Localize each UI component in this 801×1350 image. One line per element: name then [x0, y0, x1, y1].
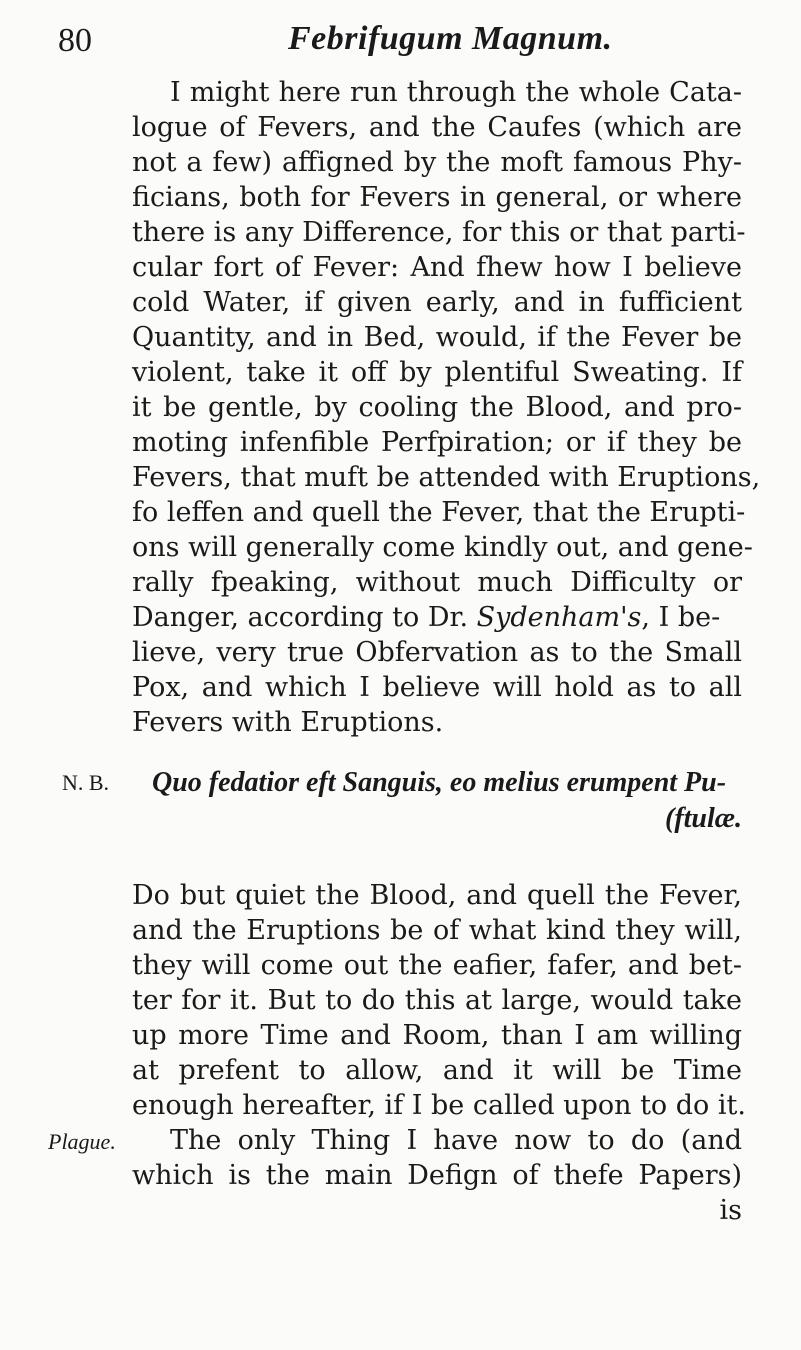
text-line: violent, take it off by plentiful Sweating. If: [132, 357, 742, 388]
text-line: cold Water, if given early, and in fufficient: [132, 287, 742, 318]
text-line: ons will generally come kindly out, and gene-: [132, 532, 753, 563]
text-line: lieve, very true Obfervation as to the Small: [132, 637, 742, 668]
catchword: is: [719, 1195, 742, 1226]
text-line: moting infenfible Perfpiration; or if they be: [132, 427, 742, 458]
latin-motto-continuation: (ftulæ.: [665, 803, 742, 834]
page-number: 80: [58, 22, 92, 59]
text-line: rally fpeaking, without much Difficulty or: [132, 567, 742, 598]
text-line: logue of Fevers, and the Caufes (which are: [132, 112, 742, 143]
running-head: Febrifugum Magnum.: [288, 20, 613, 57]
text-line: Fevers, that muft be attended with Eruptions,: [132, 462, 761, 493]
text-line: at prefent to allow, and it will be Time: [132, 1055, 742, 1086]
margin-note-nb: N. B.: [62, 770, 110, 795]
text-line: The only Thing I have now to do (and: [170, 1125, 742, 1156]
author-name: Sydenham's: [476, 602, 642, 633]
text-line: Pox, and which I believe will hold as to all: [132, 672, 742, 703]
text-line: which is the main Defign of thefe Papers): [132, 1160, 742, 1191]
margin-note-plague: Plague.: [48, 1129, 116, 1154]
text-line: [132, 602, 742, 633]
text-line: I might here run through the whole Cata-: [170, 77, 742, 108]
text-line: cular fort of Fever: And fhew how I believe: [132, 252, 742, 283]
text-line: Fevers with Eruptions.: [132, 707, 444, 738]
text-line: not a few) affigned by the moft famous Phy-: [132, 147, 742, 178]
text-segment: , I be-: [641, 602, 721, 633]
text-line: and the Eruptions be of what kind they will,: [132, 915, 742, 946]
text-line: Quantity, and in Bed, would, if the Fever be: [132, 322, 742, 353]
text-segment: Danger, according to Dr.: [132, 602, 477, 633]
text-line: ficians, both for Fevers in general, or where: [132, 182, 742, 213]
text-line: it be gentle, by cooling the Blood, and pro-: [132, 392, 742, 423]
latin-motto: Quo fedatior eft Sanguis, eo melius erumpent Pu-: [152, 767, 727, 798]
text-line: fo leffen and quell the Fever, that the Erupti-: [132, 497, 746, 528]
text-line: enough hereafter, if I be called upon to do it.: [132, 1090, 746, 1121]
text-line: up more Time and Room, than I am willing: [132, 1020, 742, 1051]
text-line: they will come out the eafier, fafer, and bet-: [132, 950, 742, 981]
text-line: Do but quiet the Blood, and quell the Fever,: [132, 880, 742, 911]
text-line: there is any Difference, for this or that parti-: [132, 217, 746, 248]
text-line: ter for it. But to do this at large, would take: [132, 985, 742, 1016]
